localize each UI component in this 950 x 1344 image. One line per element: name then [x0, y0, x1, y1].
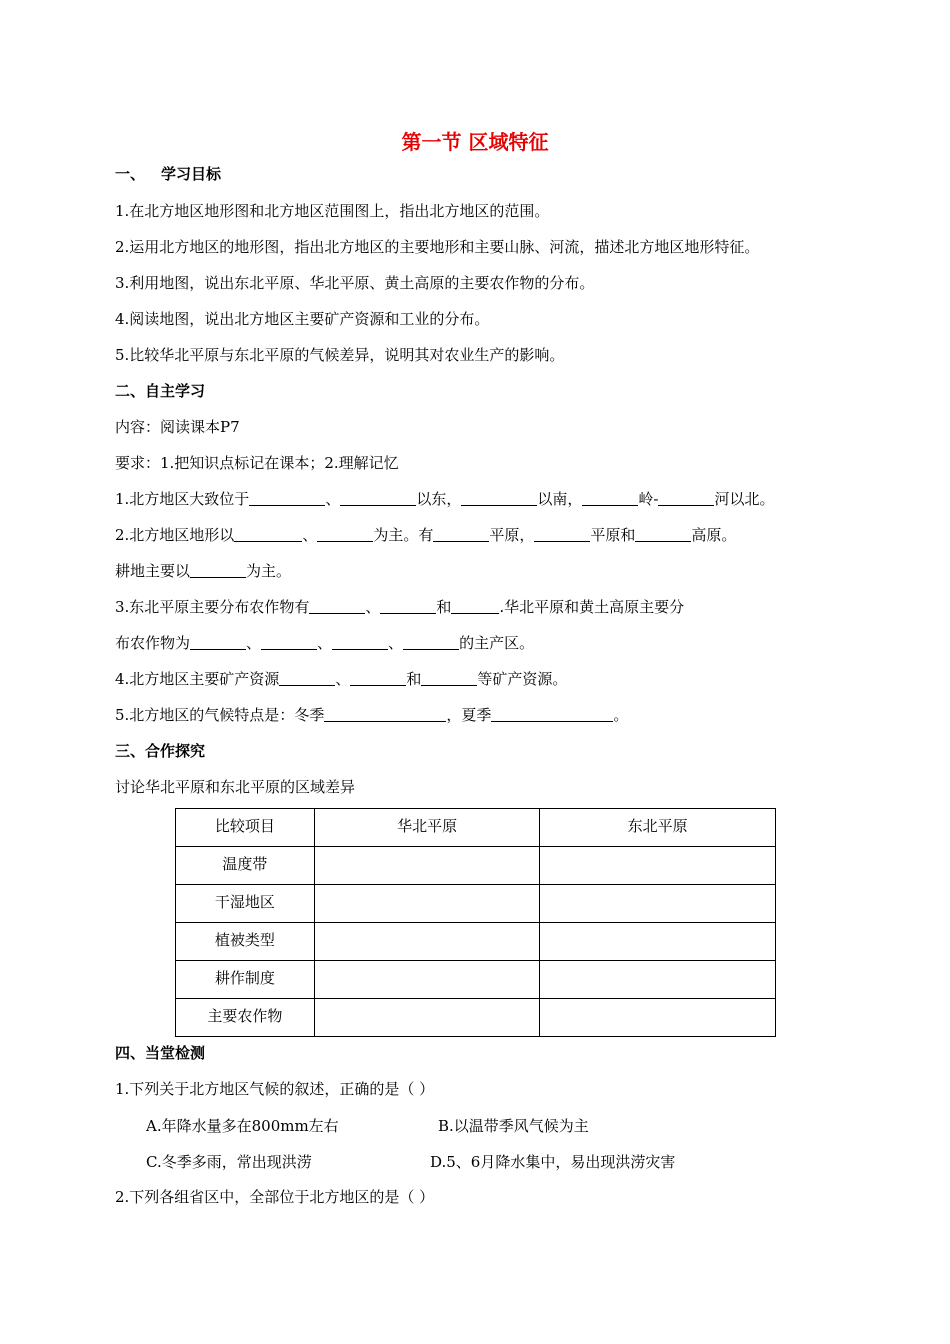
- page-title: 第一节 区域特征: [401, 130, 549, 154]
- table-header: 比较项目: [176, 809, 315, 847]
- answer-cell[interactable]: [314, 885, 540, 923]
- blank-field[interactable]: [234, 526, 302, 542]
- blank-field[interactable]: [190, 562, 246, 578]
- quiz-question-1: 1.下列关于北方地区气候的叙述，正确的是（ ）: [115, 1080, 435, 1098]
- blank-field[interactable]: [324, 706, 446, 722]
- section1-title: 学习目标: [161, 165, 222, 183]
- answer-cell[interactable]: [314, 999, 540, 1037]
- blank-field[interactable]: [350, 670, 406, 686]
- blank-field[interactable]: [249, 490, 325, 506]
- blank-field[interactable]: [451, 598, 499, 614]
- table-row: [176, 961, 776, 999]
- section2-heading: 二、自主学习: [115, 382, 206, 400]
- table-row: [176, 999, 776, 1037]
- blank-field[interactable]: [461, 490, 537, 506]
- blank-field[interactable]: [309, 598, 365, 614]
- row-label: 温度带: [176, 847, 315, 885]
- section4-heading: 四、当堂检测: [115, 1044, 206, 1062]
- objective-1: 1.在北方地区地形图和北方地区范围图上，指出北方地区的范围。: [115, 202, 550, 220]
- blank-field[interactable]: [421, 670, 477, 686]
- table-row: [176, 923, 776, 961]
- row-label: 主要农作物: [176, 999, 315, 1037]
- fill-question-5: 5.北方地区的气候特点是：冬季 ，夏季 。: [115, 706, 629, 724]
- table-header: 华北平原: [314, 809, 540, 847]
- table-row: [176, 885, 776, 923]
- fill-question-1: 1.北方地区大致位于 、 以东， 以南， 岭- 河以北。: [115, 490, 775, 508]
- answer-cell[interactable]: [540, 847, 776, 885]
- blank-field[interactable]: [433, 526, 489, 542]
- row-label: 耕作制度: [176, 961, 315, 999]
- section1-heading: [115, 164, 221, 184]
- blank-field[interactable]: [403, 634, 459, 650]
- fill-question-4: 4.北方地区主要矿产资源 、 和 等矿产资源。: [115, 670, 568, 688]
- blank-field[interactable]: [491, 706, 613, 722]
- fill-question-3: 3.东北平原主要分布农作物有 、 和 .华北平原和黄土高原主要分: [115, 598, 685, 616]
- row-label: 干湿地区: [176, 885, 315, 923]
- answer-cell[interactable]: [540, 961, 776, 999]
- fill-question-2b: 耕地主要以 为主。: [115, 562, 292, 580]
- table-header: 东北平原: [540, 809, 776, 847]
- objective-5: 5.比较华北平原与东北平原的气候差异，说明其对农业生产的影响。: [115, 346, 565, 364]
- comparison-table: [175, 808, 776, 1037]
- blank-field[interactable]: [190, 634, 246, 650]
- option-c[interactable]: C.冬季多雨，常出现洪涝: [146, 1153, 312, 1171]
- blank-field[interactable]: [340, 490, 416, 506]
- blank-field[interactable]: [332, 634, 388, 650]
- answer-cell[interactable]: [540, 999, 776, 1037]
- answer-cell[interactable]: [314, 923, 540, 961]
- discussion-intro: 讨论华北平原和东北平原的区域差异: [115, 778, 356, 796]
- quiz-question-2: 2.下列各组省区中，全部位于北方地区的是（ ）: [115, 1188, 435, 1206]
- option-a[interactable]: A.年降水量多在800mm左右: [146, 1117, 339, 1135]
- table-header-row: [176, 809, 776, 847]
- blank-field[interactable]: [658, 490, 714, 506]
- blank-field[interactable]: [534, 526, 590, 542]
- answer-cell[interactable]: [314, 847, 540, 885]
- option-d[interactable]: D.5、6月降水集中，易出现洪涝灾害: [430, 1153, 676, 1171]
- section1-number: 一、: [115, 165, 146, 183]
- answer-cell[interactable]: [540, 923, 776, 961]
- option-b[interactable]: B.以温带季风气候为主: [438, 1117, 589, 1135]
- study-requirement: 要求：1.把知识点标记在课本；2.理解记忆: [115, 454, 399, 472]
- blank-field[interactable]: [279, 670, 335, 686]
- answer-cell[interactable]: [540, 885, 776, 923]
- blank-field[interactable]: [317, 526, 373, 542]
- table-row: [176, 847, 776, 885]
- objective-3: 3.利用地图，说出东北平原、华北平原、黄土高原的主要农作物的分布。: [115, 274, 595, 292]
- row-label: 植被类型: [176, 923, 315, 961]
- blank-field[interactable]: [380, 598, 436, 614]
- section3-heading: 三、合作探究: [115, 742, 206, 760]
- answer-cell[interactable]: [314, 961, 540, 999]
- objective-4: 4.阅读地图，说出北方地区主要矿产资源和工业的分布。: [115, 310, 490, 328]
- blank-field[interactable]: [635, 526, 691, 542]
- blank-field[interactable]: [582, 490, 638, 506]
- fill-question-3b: 布农作物为 、 、 、 的主产区。: [115, 634, 535, 652]
- study-content: 内容：阅读课本P7: [115, 418, 240, 436]
- objective-2: 2.运用北方地区的地形图，指出北方地区的主要地形和主要山脉、河流，描述北方地区地形特征。: [115, 238, 760, 256]
- fill-question-2: 2.北方地区地形以 、 为主。有 平原， 平原和 高原。: [115, 526, 737, 544]
- blank-field[interactable]: [261, 634, 317, 650]
